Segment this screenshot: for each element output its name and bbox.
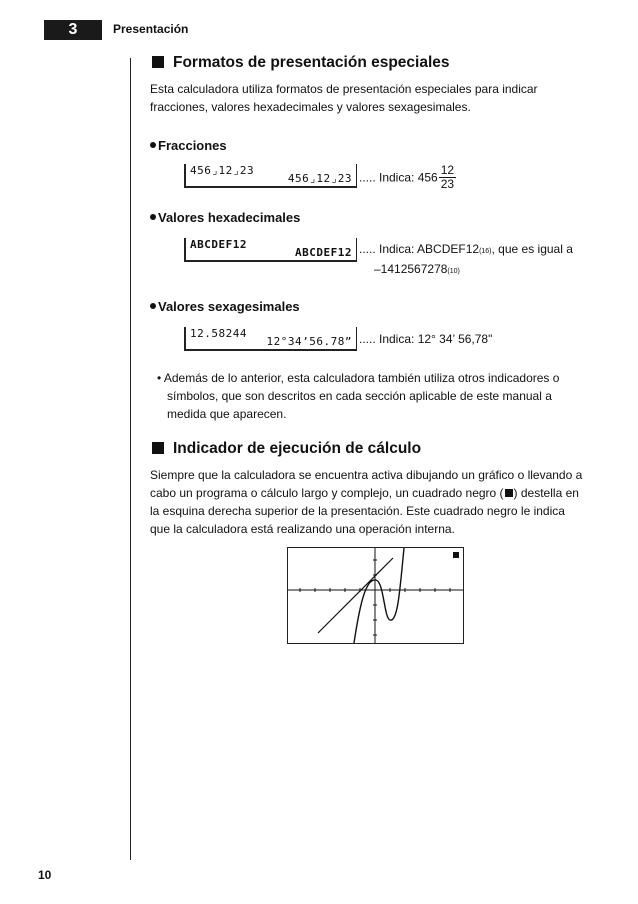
- graph-line: [318, 558, 393, 633]
- lcd-input-line: 456⌟12⌟23: [190, 164, 255, 177]
- graph-curve: [354, 548, 404, 643]
- square-bullet-icon: [152, 56, 164, 68]
- paragraph-text: cabo un programa o cálculo largo y complejo, un cuadrado negro (: [150, 486, 504, 500]
- note-line: • Además de lo anterior, esta calculadora también utiliza otros indicadores o: [157, 371, 560, 385]
- lcd-display-fraction: [184, 164, 357, 188]
- subheading-sexagesimal: [150, 299, 300, 314]
- hex-decimal-equivalent: [374, 262, 460, 276]
- page-number: 10: [38, 868, 52, 882]
- section-heading-formats: [152, 54, 450, 72]
- busy-indicator-square: [453, 552, 459, 558]
- lcd-result-line: ABCDEF12: [295, 246, 352, 259]
- section-title: Indicador de ejecución de cálculo: [173, 440, 422, 457]
- sexagesimal-indication: ..... Indica: 12° 34’ 56,78": [359, 332, 493, 346]
- bullet-dot-icon: [150, 303, 156, 309]
- fraction-display: [439, 164, 456, 191]
- indication-text: , que es igual a: [491, 242, 573, 256]
- note-line: medida que aparecen.: [167, 407, 287, 421]
- subheading-label: Valores sexagesimales: [158, 299, 300, 314]
- chapter-title: Presentación: [113, 22, 189, 36]
- note-line: símbolos, que son descritos en cada sección aplicable de este manual a: [167, 389, 552, 403]
- paragraph-line: [150, 484, 600, 502]
- subheading-fractions: [150, 138, 227, 153]
- paragraph-line: Siempre que la calculadora se encuentra activa dibujando un gráfico o llevando a: [150, 468, 583, 482]
- paragraph-line: la esquina derecha superior de la presentación. Este cuadrado negro le indica: [150, 504, 565, 518]
- graph-plot: [288, 548, 463, 643]
- additional-note: [157, 369, 597, 423]
- margin-rule: [130, 58, 131, 860]
- chapter-number-badge: 3: [44, 20, 102, 40]
- fraction-denominator: 23: [440, 177, 455, 191]
- subheading-label: Valores hexadecimales: [158, 210, 301, 225]
- base-subscript: (16): [479, 248, 492, 255]
- intro-paragraph: [150, 80, 595, 116]
- black-square-icon: [505, 489, 513, 497]
- calculator-graph-screen: [287, 547, 464, 644]
- lcd-input-line: 12.58244: [190, 327, 247, 340]
- paragraph-text: ) destella en: [513, 486, 579, 500]
- base-subscript: (10): [447, 268, 460, 275]
- bullet-dot-icon: [150, 214, 156, 220]
- indication-text: ..... Indica: 456: [359, 170, 438, 185]
- fraction-indication: [359, 164, 456, 191]
- lcd-display-sexagesimal: [184, 327, 357, 351]
- hex-indication: [359, 242, 573, 256]
- fraction-numerator: 12: [440, 163, 455, 177]
- subheading-label: Fracciones: [158, 138, 227, 153]
- indication-text: ..... Indica: ABCDEF12: [359, 242, 480, 256]
- section-title: Formatos de presentación especiales: [173, 54, 450, 71]
- lcd-display-hex: [184, 238, 357, 262]
- intro-line: fracciones, valores hexadecimales y valores sexagesimales.: [150, 100, 471, 114]
- indicator-paragraph: [150, 466, 600, 538]
- decimal-value: –1412567278: [374, 262, 448, 276]
- paragraph-line: que la calculadora está realizando una operación interna.: [150, 522, 455, 536]
- section-heading-indicator: [152, 440, 421, 458]
- intro-line: Esta calculadora utiliza formatos de presentación especiales para indicar: [150, 82, 538, 96]
- bullet-dot-icon: [150, 142, 156, 148]
- lcd-result-line: 456⌟12⌟23: [287, 172, 352, 185]
- square-bullet-icon: [152, 442, 164, 454]
- lcd-input-line: ABCDEF12: [190, 238, 247, 251]
- lcd-result-line: 12°34’56.78”: [266, 335, 352, 348]
- subheading-hex: [150, 210, 300, 225]
